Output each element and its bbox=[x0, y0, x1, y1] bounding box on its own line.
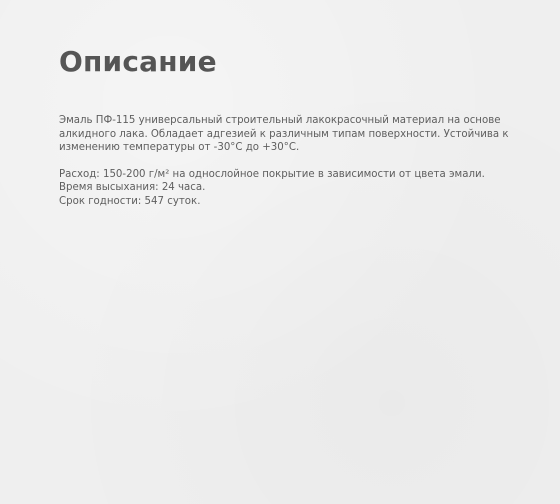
drying-time-line: Время высыхания: 24 часа. bbox=[59, 182, 206, 193]
description-line: Эмаль ПФ-115 универсальный строительный лакокрасочный материал на основе bbox=[59, 115, 501, 126]
paragraph-spacer bbox=[59, 155, 509, 168]
description-line: алкидного лака. Обладает адгезией к различным типам поверхности. Устойчива к bbox=[59, 128, 509, 140]
shelf-life-line: Срок годности: 547 суток. bbox=[59, 195, 201, 207]
consumption-line: Расход: 150-200 г/м² на однослойное покрытие в зависимости от цвета эмали. bbox=[59, 168, 485, 180]
description-paragraph-specs bbox=[59, 168, 509, 209]
section-title: Описание bbox=[59, 45, 217, 78]
description-line: изменению температуры от -30°С до +30°С. bbox=[59, 142, 300, 153]
description-block bbox=[59, 114, 509, 208]
description-paragraph-general bbox=[59, 114, 509, 155]
